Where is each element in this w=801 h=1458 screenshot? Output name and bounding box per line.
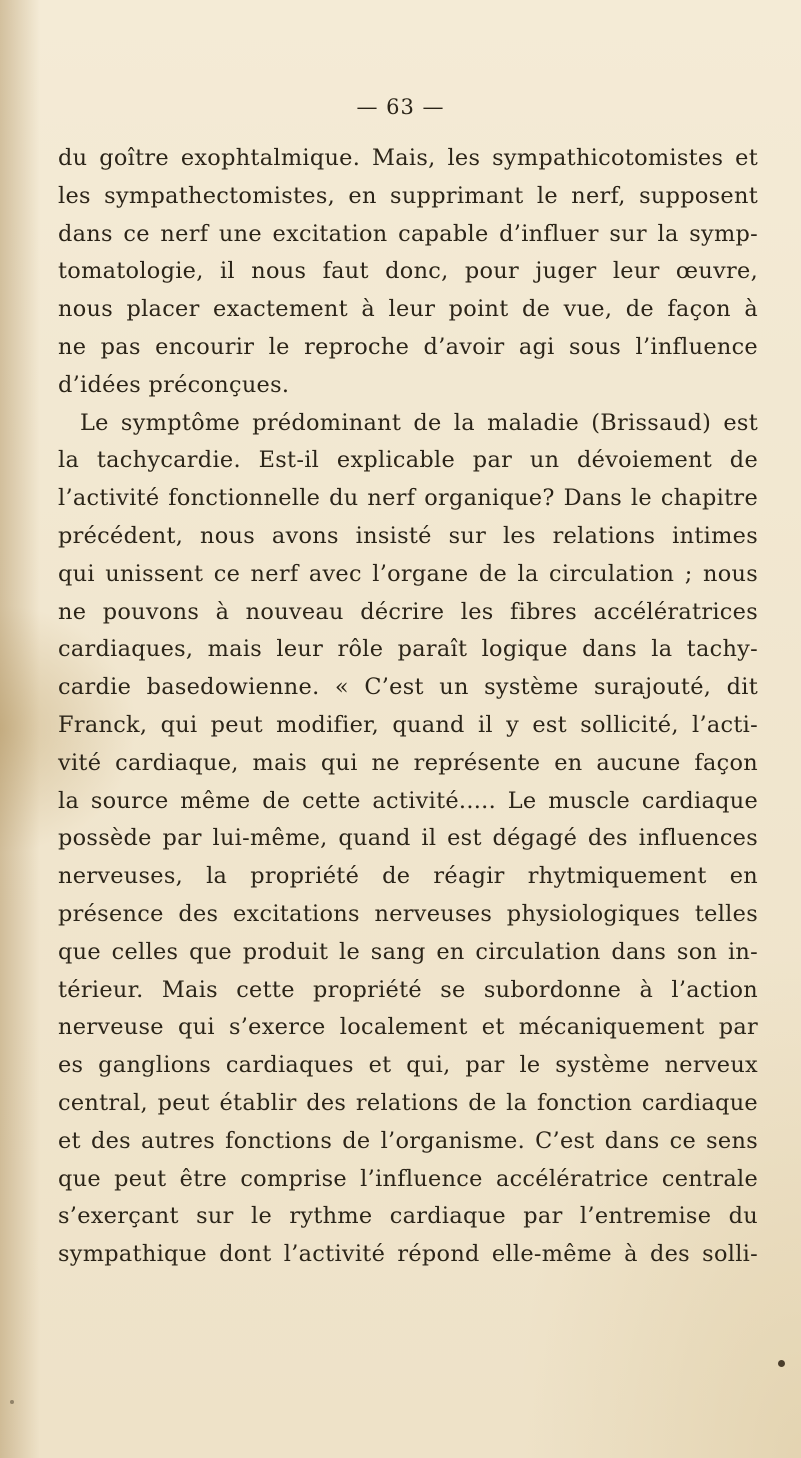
ink-speck <box>778 1360 785 1367</box>
text-line: cardiaques, mais leur rôle paraît logique dans la tachy- <box>58 636 758 663</box>
text-line: les sympathectomistes, en supprimant le nerf, supposent <box>58 182 758 209</box>
text-line: l’activité fonctionnelle du nerf organique? Dans le chapitre <box>58 485 758 512</box>
text-line: présence des excitations nerveuses physiologiques telles <box>58 900 758 927</box>
text-line: ne pas encourir le reproche d’avoir agi sous l’influence <box>58 333 758 360</box>
binding-shadow <box>0 0 40 1458</box>
text-line: térieur. Mais cette propriété se subordonne à l’action <box>58 976 758 1003</box>
text-line: du goître exophtalmique. Mais, les sympathicotomistes et <box>58 145 758 171</box>
text-line: vité cardiaque, mais qui ne représente en aucune façon <box>58 749 758 776</box>
text-line: ne pouvons à nouveau décrire les fibres accélératrices <box>58 598 758 625</box>
text-line: précédent, nous avons insisté sur les relations intimes <box>58 522 758 549</box>
text-line: que celles que produit le sang en circulation dans son in- <box>58 938 758 965</box>
text-line: qui unissent ce nerf avec l’organe de la circulation ; nous <box>58 560 758 587</box>
ink-speck <box>10 1400 14 1404</box>
page-number: — 63 — <box>356 95 445 119</box>
text-line: d’idées préconçues. <box>58 371 290 398</box>
text-line: tomatologie, il nous faut donc, pour juger leur œuvre, <box>58 258 758 285</box>
body-text <box>58 140 758 1274</box>
text-line: Franck, qui peut modifier, quand il y est sollicité, l’acti- <box>58 711 758 738</box>
text-line: la tachycardie. Est-il explicable par un dévoiement de <box>58 447 758 474</box>
text-line: es ganglions cardiaques et qui, par le système nerveux <box>58 1052 758 1079</box>
text-line: et des autres fonctions de l’organisme. C’est dans ce sens <box>58 1127 758 1154</box>
text-line: sympathique dont l’activité répond elle-même à des solli- <box>58 1241 758 1268</box>
text-line: s’exerçant sur le rythme cardiaque par l’entremise du <box>58 1203 758 1230</box>
text-line: dans ce nerf une excitation capable d’influer sur la symp- <box>58 220 758 247</box>
text-line: central, peut établir des relations de la fonction cardiaque <box>58 1089 758 1116</box>
paragraph-first-line: Le symptôme prédominant de la maladie (Brissaud) est <box>80 409 758 436</box>
text-line: cardie basedowienne. « C’est un système surajouté, dit <box>58 674 758 701</box>
text-line: nous placer exactement à leur point de vue, de façon à <box>58 296 758 323</box>
text-line: nerveuses, la propriété de réagir rhytmiquement en <box>58 863 758 890</box>
text-line: possède par lui-même, quand il est dégagé des influences <box>58 825 758 852</box>
text-line: la source même de cette activité..... Le muscle cardiaque <box>58 787 758 814</box>
text-line: que peut être comprise l’influence accélératrice centrale <box>58 1165 758 1192</box>
text-line: nerveuse qui s’exerce localement et mécaniquement par <box>58 1014 758 1041</box>
